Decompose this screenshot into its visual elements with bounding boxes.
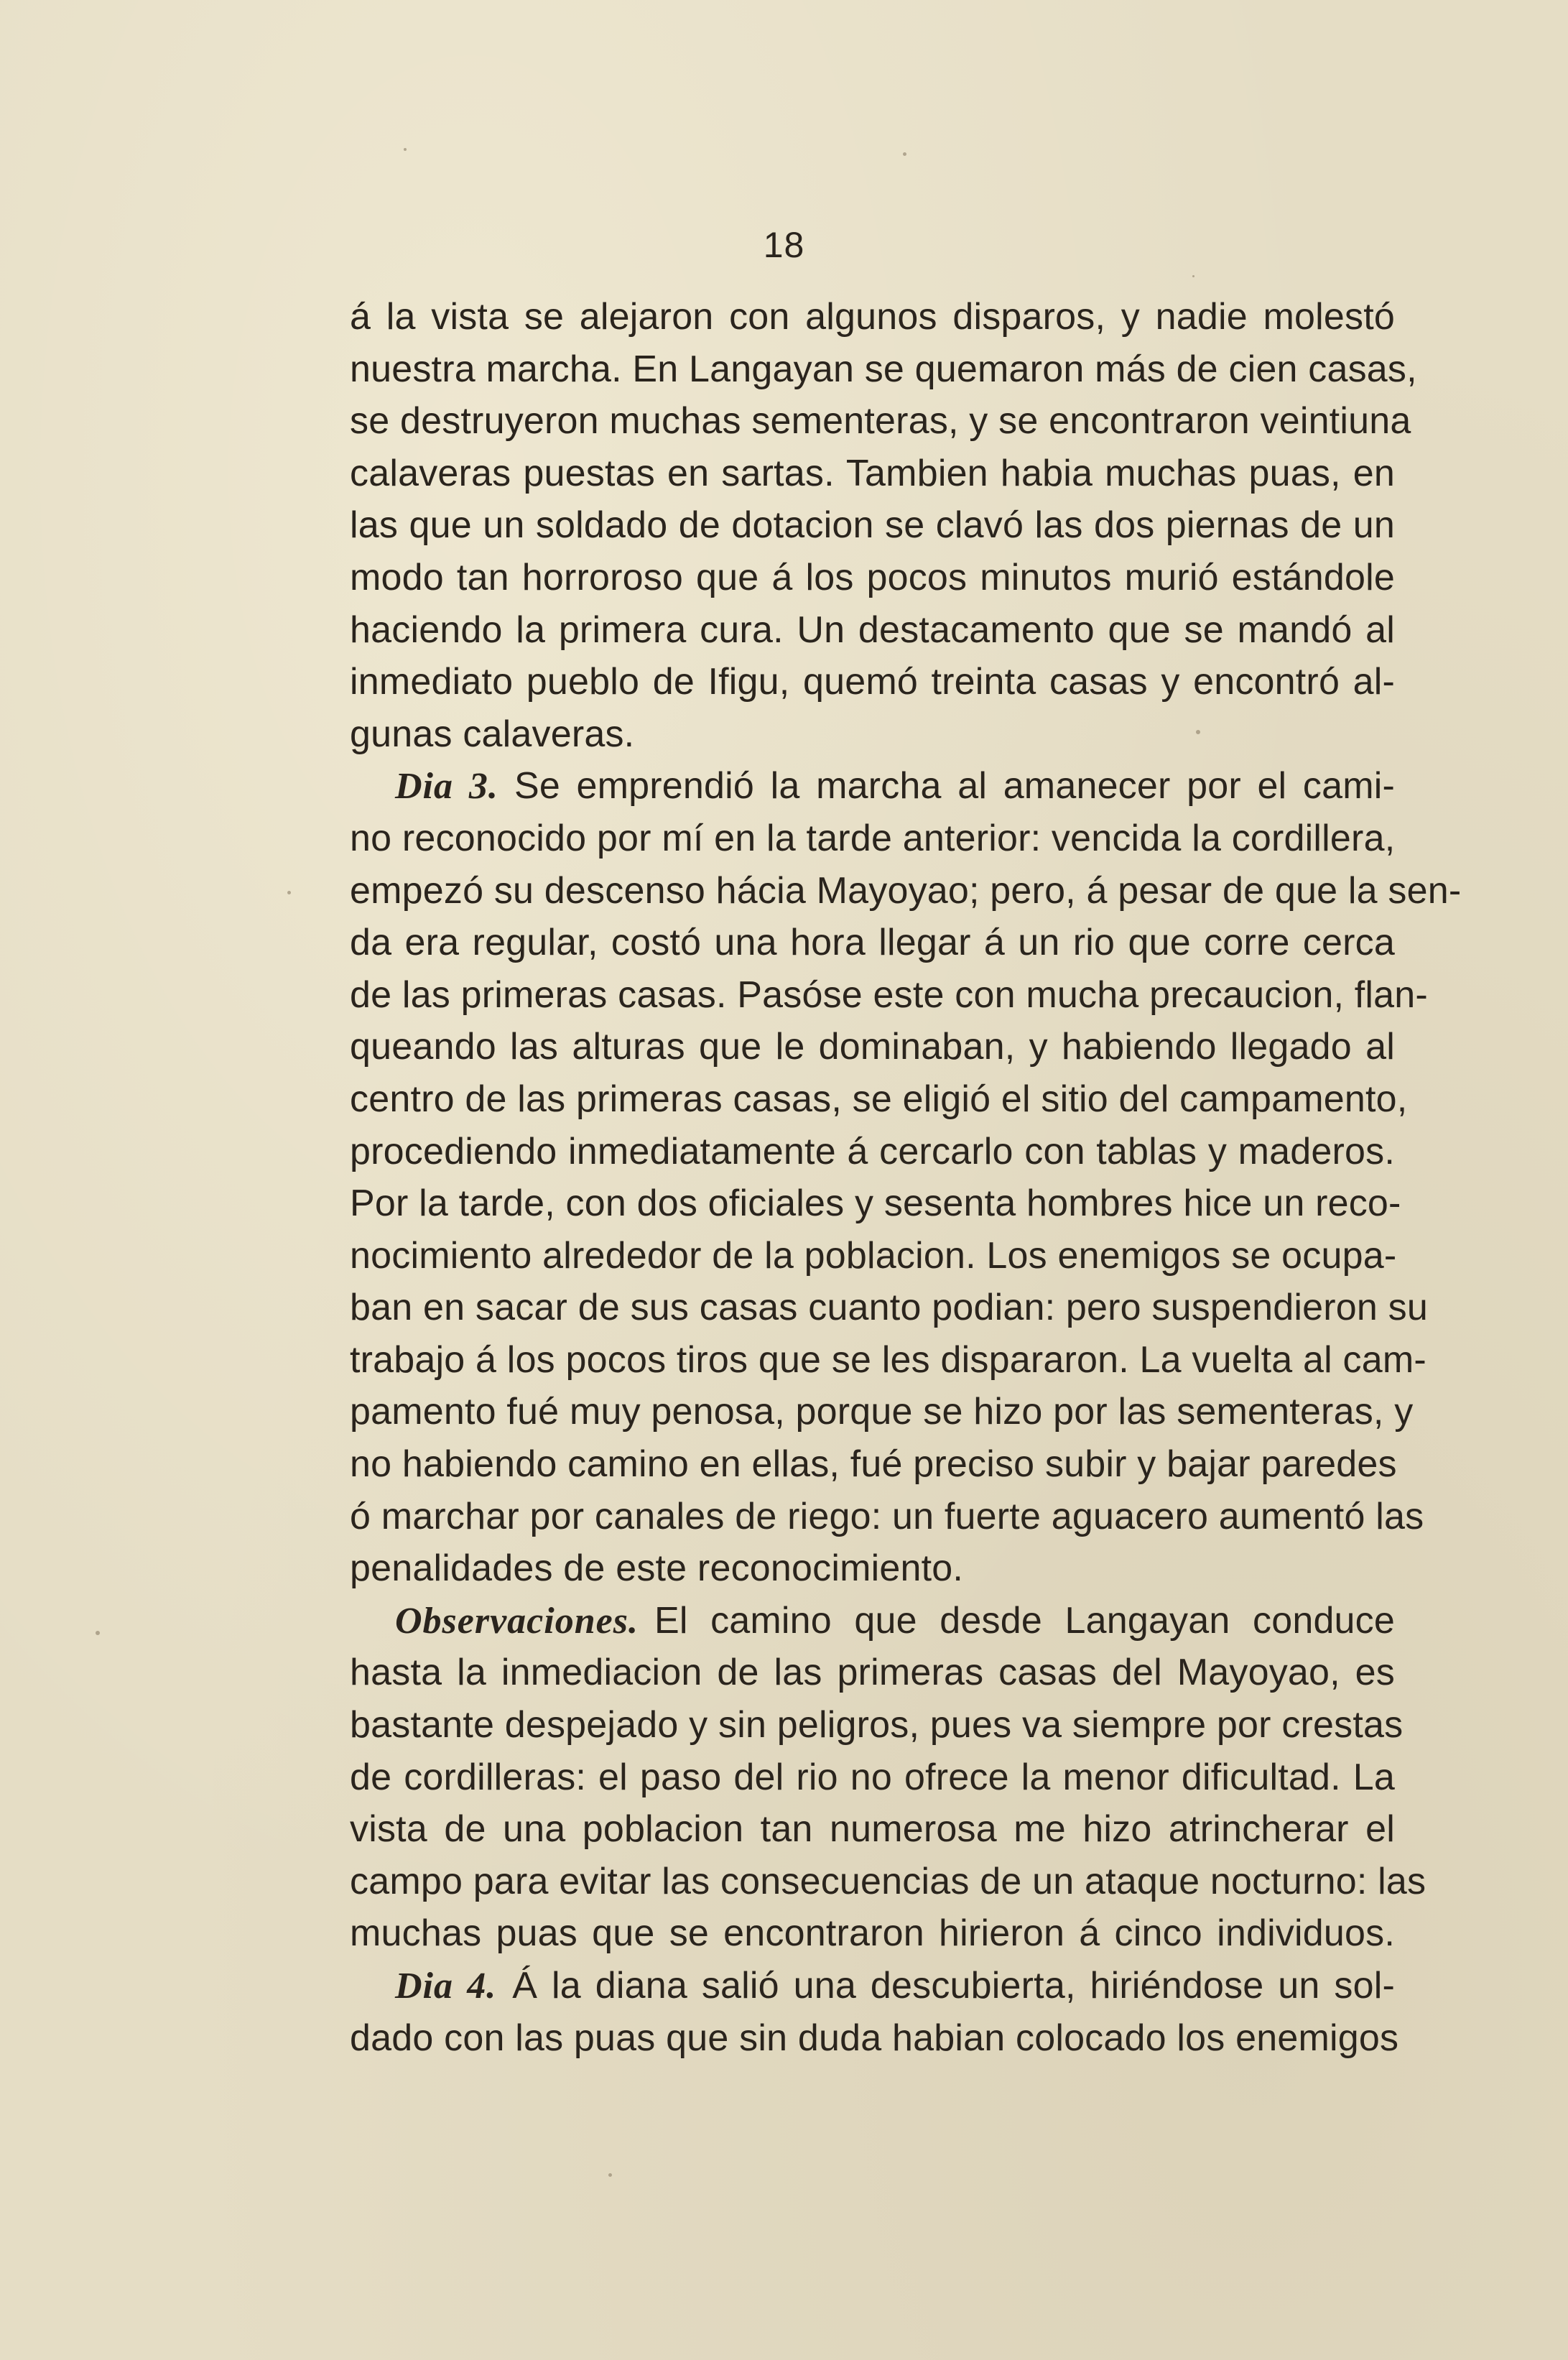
line-text: haciendo la primera cura. Un destacamento que se mandó al	[350, 608, 1395, 651]
text-line	[350, 1021, 1395, 1073]
text-line	[350, 917, 1395, 969]
text-line	[350, 708, 1395, 761]
line-text: centro de las primeras casas, se eligió el sitio del campamento,	[350, 1078, 1408, 1120]
text-line	[350, 1856, 1426, 1908]
paper-speck	[404, 148, 407, 151]
line-text: dado con las puas que sin duda habian colocado los enemigos	[350, 2017, 1399, 2059]
line-text: penalidades de este reconocimiento.	[350, 1547, 964, 1590]
line-text: bastante despejado y sin peligros, pues va siempre por crestas	[350, 1704, 1404, 1746]
line-text: da era regular, costó una hora llegar á un rio que corre cerca	[350, 922, 1395, 964]
line-text: no habiendo camino en ellas, fué preciso subir y bajar paredes	[350, 1443, 1397, 1486]
text-line	[350, 2012, 1399, 2065]
line-text: gunas calaveras.	[350, 713, 635, 755]
paper-speck	[608, 2173, 612, 2177]
text-line	[350, 1960, 1395, 2012]
line-text: se destruyeron muchas sementeras, y se encontraron veintiuna	[350, 400, 1411, 443]
text-line	[350, 291, 1395, 343]
line-text: campo para evitar las consecuencias de un ataque nocturno: las	[350, 1860, 1426, 1902]
line-text: nuestra marcha. En Langayan se quemaron más de cien casas,	[350, 348, 1417, 390]
line-text: á la vista se alejaron con algunos disparos, y nadie molestó	[350, 296, 1395, 338]
line-text: de las primeras casas. Pasóse este con mucha precaucion, flan-	[350, 973, 1428, 1016]
line-text: Á la diana salió una descubierta, hiriéndose un sol-	[512, 1965, 1395, 2007]
line-text: de cordilleras: el paso del rio no ofrece la menor dificultad. La	[350, 1756, 1395, 1798]
line-text: modo tan horroroso que á los pocos minutos murió estándole	[350, 556, 1395, 598]
line-text: vista de una poblacion tan numerosa me hizo atrincherar el	[350, 1808, 1395, 1851]
paper-speck	[96, 1631, 100, 1635]
text-line	[350, 656, 1395, 708]
text-line	[350, 395, 1411, 448]
line-text: Por la tarde, con dos oficiales y sesenta hombres hice un reco-	[350, 1183, 1401, 1225]
line-text: muchas puas que se encontraron hirieron á cinco individuos.	[350, 1912, 1395, 1955]
paper-speck	[287, 891, 291, 894]
text-line	[350, 969, 1428, 1022]
line-text: Se emprendió la marcha al amanecer por el cami-	[514, 765, 1396, 808]
body-text	[350, 291, 1462, 2064]
paper-speck	[1192, 275, 1194, 277]
text-line	[350, 1542, 1395, 1595]
text-line	[350, 552, 1395, 604]
text-line	[350, 1177, 1401, 1230]
text-line	[350, 1699, 1404, 1752]
text-line	[350, 1073, 1408, 1126]
line-text: las que un soldado de dotacion se clavó las dos piernas de un	[350, 504, 1395, 547]
line-text: trabajo á los pocos tiros que se les dispararon. La vuelta al cam-	[350, 1338, 1426, 1381]
paper-speck	[903, 152, 906, 156]
text-line	[350, 1230, 1395, 1282]
text-line	[350, 604, 1395, 657]
text-line	[350, 1438, 1395, 1491]
line-text: hasta la inmediacion de las primeras casas del Mayoyao, es	[350, 1652, 1395, 1694]
paragraph-heading: Observaciones.	[395, 1600, 639, 1642]
line-text: queando las alturas que le dominaban, y habiendo llegado al	[350, 1026, 1395, 1068]
line-text: no reconocido por mí en la tarde anterior: vencida la cordillera,	[350, 817, 1396, 859]
line-text: pamento fué muy penosa, porque se hizo por las sementeras, y	[350, 1391, 1414, 1433]
text-line	[350, 813, 1395, 865]
line-text: ban en sacar de sus casas cuanto podian: pero suspendieron su	[350, 1287, 1428, 1329]
page-number: 18	[763, 225, 805, 265]
text-line	[350, 1491, 1424, 1543]
text-line	[350, 1803, 1395, 1856]
text-line	[350, 865, 1462, 917]
line-text: procediendo inmediatamente á cercarlo con tablas y maderos.	[350, 1130, 1395, 1172]
text-line	[350, 1647, 1395, 1699]
line-text: empezó su descenso hácia Mayoyao; pero, á pesar de que la sen-	[350, 869, 1462, 912]
text-line	[350, 1595, 1395, 1647]
text-line	[350, 1386, 1414, 1438]
text-line	[350, 343, 1417, 396]
text-line	[350, 448, 1395, 500]
paragraph-heading: Dia 3.	[395, 766, 498, 808]
text-line	[350, 1752, 1395, 1804]
line-text: ó marchar por canales de riego: un fuerte aguacero aumentó las	[350, 1495, 1424, 1537]
text-line	[350, 1282, 1428, 1334]
text-line	[350, 1334, 1426, 1387]
text-line	[350, 760, 1395, 813]
line-text: inmediato pueblo de Ifigu, quemó treinta casas y encontró al-	[350, 661, 1395, 703]
line-text: calaveras puestas en sartas. Tambien habia muchas puas, en	[350, 452, 1395, 494]
text-line	[350, 1126, 1395, 1178]
paragraph-heading: Dia 4.	[395, 1966, 497, 2007]
line-text: nocimiento alrededor de la poblacion. Los enemigos se ocupa-	[350, 1234, 1397, 1277]
paper-speck	[1196, 730, 1200, 734]
text-line	[350, 499, 1395, 552]
line-text: El camino que desde Langayan conduce	[654, 1599, 1395, 1642]
text-line	[350, 1907, 1395, 1960]
